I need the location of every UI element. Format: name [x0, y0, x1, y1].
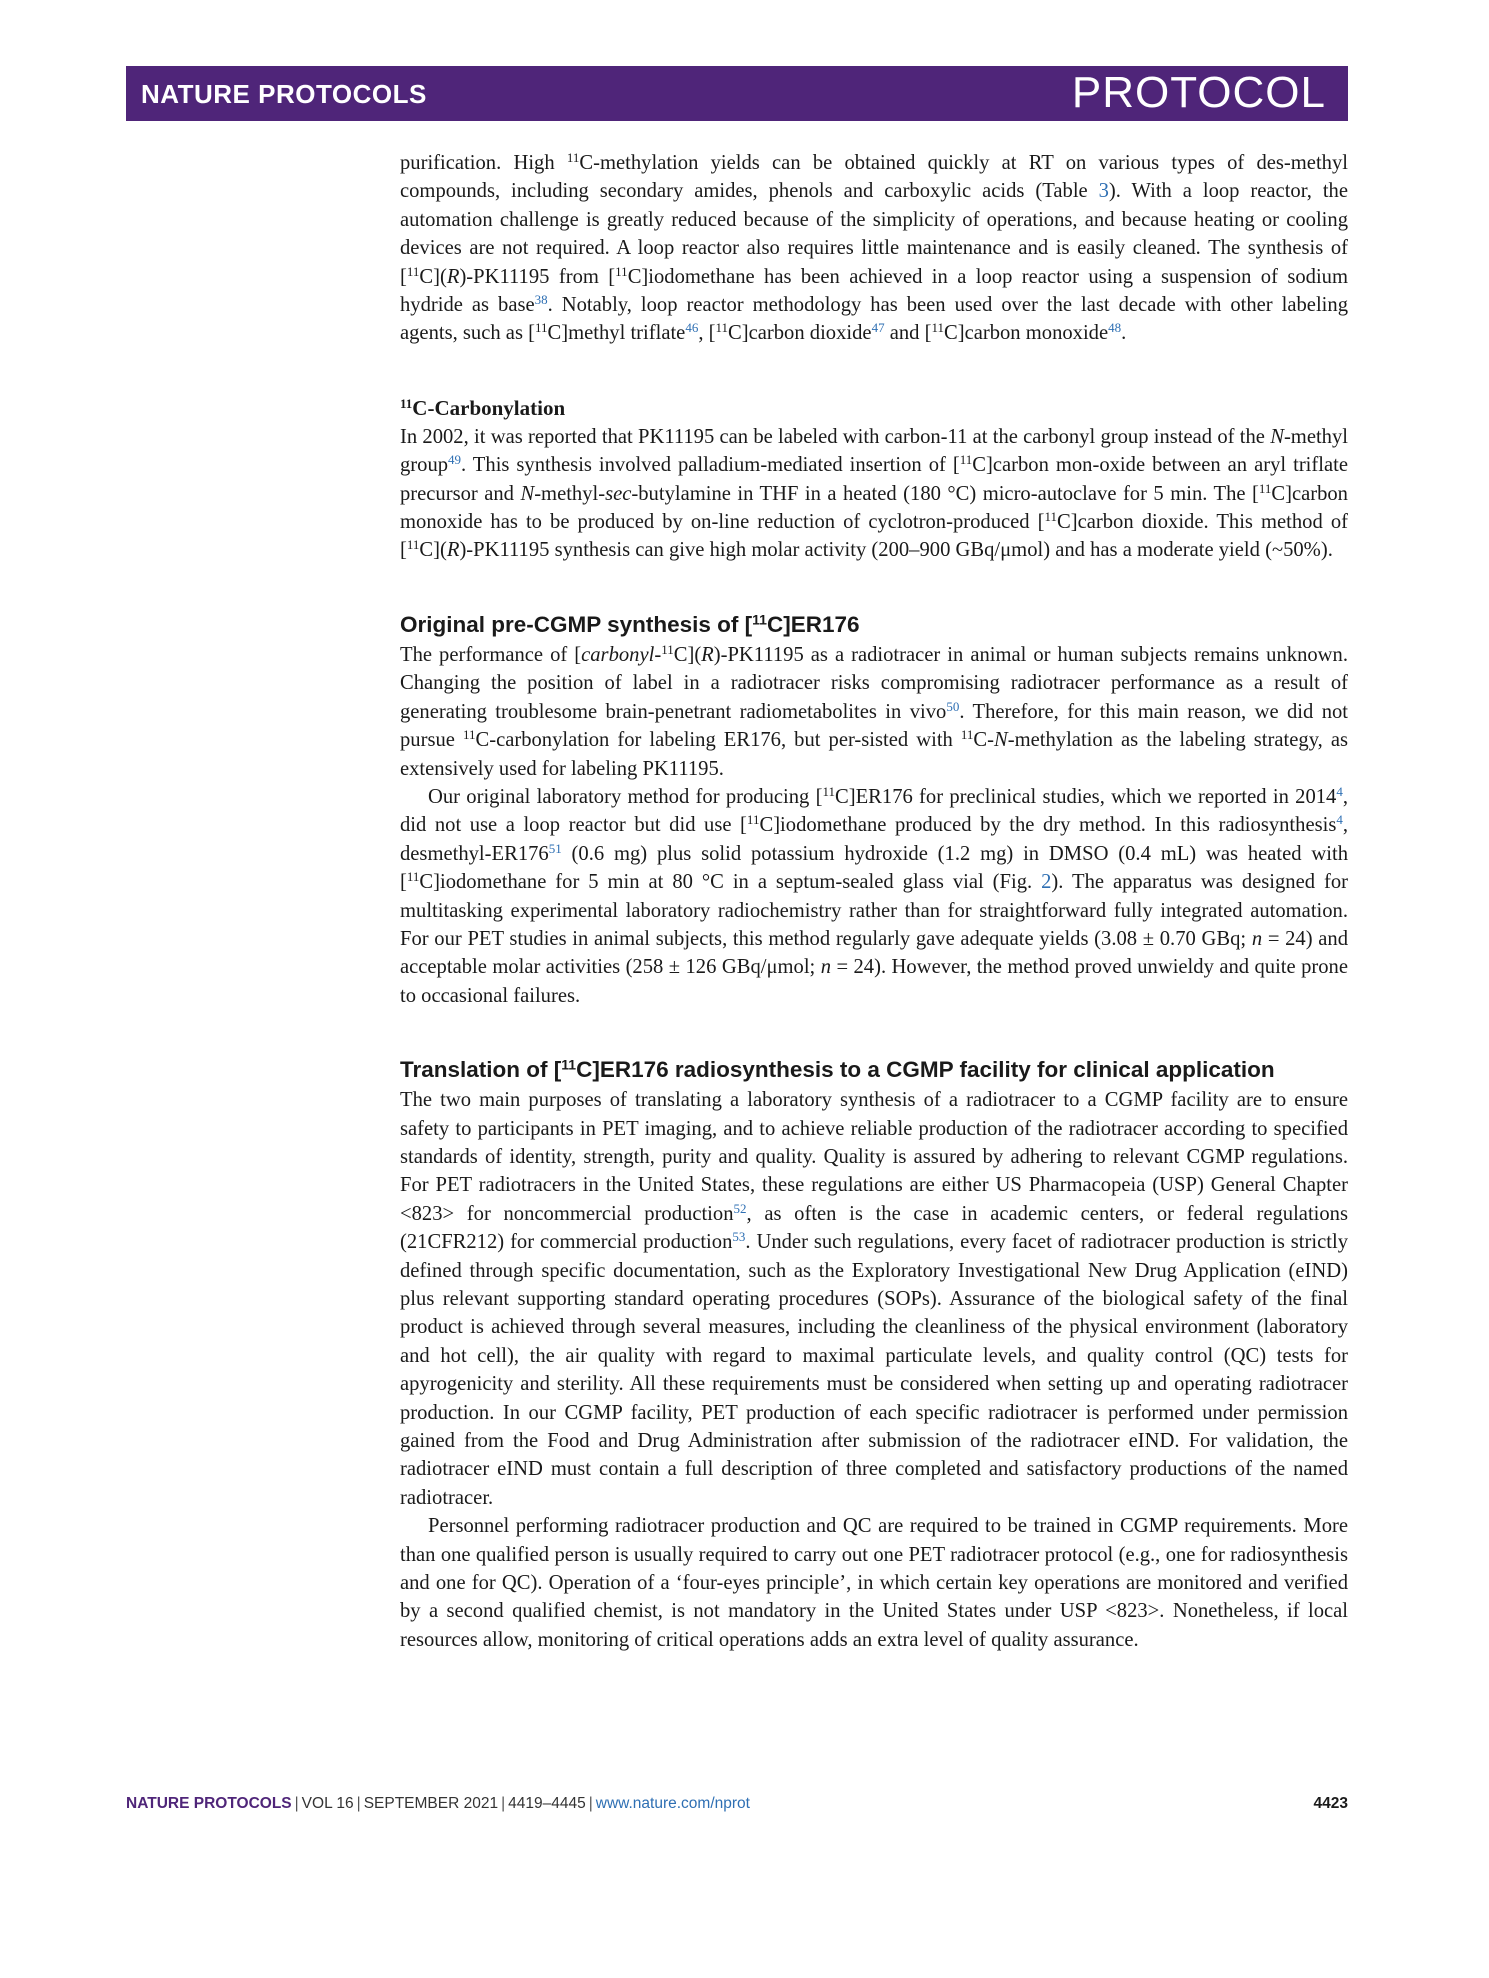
reference-link[interactable]: 48 — [1108, 320, 1122, 336]
paragraph-translation: The two main purposes of translating a laboratory synthesis of a radiotracer to a CGMP facility are to ensure safety to participants in PET imaging, and to achieve reliable production of the radiotracer according to specified standards of identity, strength, purity and quality. Quality is assured by adhering to relevant CGMP regulations. For PET radiotracers in the United States, these regulations are either US Pharmacopeia (USP) General Chapter <823> for noncommercial production$^{52}$, as often is the case in academic centers, or federal regulations (21CFR212) for commercial production$^{53}$. Under such regulations, every facet of radiotracer production is strictly defined through specific documentation, such as the Exploratory Investigational New Drug Application (eIND) plus relevant supporting standard operating procedures (SOPs). Assurance of the biological safety of the final product is achieved through several measures, including the cleanliness of the physical environment (laboratory and hot cell), the air quality with regard to maximal particulate levels, and quality control (QC) tests for apyrogenicity and sterility. All these requirements must be considered when setting up and operating radiotracer production. In our CGMP facility, PET production of each specific radiotracer is performed under permission gained from the Food and Drug Administration after submission of the radiotracer eIND. For validation, the radiotracer eIND must contain a full description of three completed and satisfactory productions of the named radiotracer. — [400, 1089, 1348, 1509]
reference-link[interactable]: 50 — [946, 698, 960, 714]
paragraph-carbonylation: In 2002, it was reported that PK11195 can be labeled with carbon-11 at the carbonyl group instead of the N-methyl group$^{49}$. This synthesis involved palladium-mediated insertion of [$^{11}$C]carbon mon-oxide between an aryl triflate precursor and N-methyl-sec-butylamine in THF in a heated (180 °C) micro-autoclave for 5 min. The [$^{11}$C]carbon monoxide has to be produced by on-line reduction of cyclotron-produced [$^{11}$C]carbon dioxide. This method of [$^{11}$C](R)-PK11195 synthesis can give high molar activity (200–900 GBq/μmol) and has a moderate yield (~50%). — [400, 425, 1348, 562]
paragraph-personnel: Personnel performing radiotracer production and QC are required to be trained in CGMP requirements. More than one qualified person is usually required to carry out one PET radiotracer protocol (e.g., one for radiosynthesis and one for QC). Operation of a ‘four-eyes principle’, in which certain key operations are monitored and verified by a second qualified chemist, is not mandatory in the United States under USP <823>. Nonetheless, if local resources allow, monitoring of critical operations adds an extra level of quality assurance. — [400, 1515, 1348, 1651]
heading-carbonylation: $^{11}$C-Carbonylation — [400, 395, 566, 420]
figure-2-link[interactable]: 2 — [1041, 871, 1052, 894]
reference-link[interactable]: 4 — [1336, 783, 1343, 799]
reference-link[interactable]: 49 — [448, 452, 462, 468]
reference-link[interactable]: 38 — [534, 291, 548, 307]
heading-original-synthesis: Original pre-CGMP synthesis of [$^{11}$C]ER176 — [400, 611, 860, 637]
journal-header — [126, 66, 1348, 121]
paragraph-original-method: Our original laboratory method for producing [$^{11}$C]ER176 for preclinical studies, which we reported in 2014$^4$, did not use a loop reactor but did use [$^{11}$C]iodomethane produced by the dry method. In this radiosynthesis$^4$, desmethyl-ER176$^{51}$ (0.6 mg) plus solid potassium hydroxide (1.2 mg) in DMSO (0.4 mL) was heated with [$^{11}$C]iodomethane for 5 min at 80 °C in a septum-sealed glass vial (Fig. 2). The apparatus was designed for multitasking experimental laboratory radiochemistry rather than for straightforward fully integrated automation. For our PET studies in animal subjects, this method regularly gave adequate yields (3.08 ± 0.70 GBq; n = 24) and acceptable molar activities (258 ± 126 GBq/μmol; n = 24). However, the method proved unwieldy and quite prone to occasional failures. — [400, 783, 1349, 1007]
table-3-link[interactable]: 3 — [1098, 180, 1109, 203]
footer-url-link[interactable]: www.nature.com/nprot — [595, 1795, 750, 1812]
reference-link[interactable]: 53 — [732, 1229, 746, 1245]
reference-link[interactable]: 46 — [685, 320, 699, 336]
reference-link[interactable]: 47 — [871, 320, 885, 336]
footer-journal: NATURE PROTOCOLS — [126, 1795, 292, 1812]
page-number: 4423 — [1313, 1795, 1348, 1812]
page-footer — [126, 1795, 1348, 1819]
reference-link[interactable]: 51 — [548, 840, 562, 856]
article-body — [400, 149, 1348, 1654]
footer-volume: VOL 16 — [301, 1795, 354, 1812]
reference-link[interactable]: 52 — [733, 1200, 747, 1216]
article-type: PROTOCOL — [1071, 68, 1326, 117]
paragraph-loop-reactor: purification. High $^{11}$C-methylation yields can be obtained quickly at RT on various types of des-methyl compounds, including secondary amides, phenols and carboxylic acids (Table 3). With a loop reactor, the automation challenge is greatly reduced because of the simplicity of operations, and because heating or cooling devices are not required. A loop reactor also requires little maintenance and is easily cleaned. The synthesis of [$^{11}$C](R)-PK11195 from [$^{11}$C]iodomethane has been achieved in a loop reactor using a suspension of sodium hydride as base$^{38}$. Notably, loop reactor methodology has been used over the last decade with other labeling agents, such as [$^{11}$C]methyl triflate$^{46}$, [$^{11}$C]carbon dioxide$^{47}$ and [$^{11}$C]carbon monoxide$^{48}$. — [400, 149, 1348, 345]
paragraph-performance: The performance of [carbonyl-$^{11}$C](R)-PK11195 as a radiotracer in animal or human subjects remains unknown. Changing the position of label in a radiotracer risks compromising radiotracer performance as a result of generating troublesome brain-penetrant radiometabolites in vivo$^{50}$. Therefore, for this main reason, we did not pursue $^{11}$C-carbonylation for labeling ER176, but per-sisted with $^{11}$C-N-methylation as the labeling strategy, as extensively used for labeling PK11195. — [400, 641, 1349, 780]
footer-pages: 4419–4445 — [508, 1795, 586, 1812]
reference-link[interactable]: 4 — [1336, 812, 1343, 828]
heading-translation: Translation of [$^{11}$C]ER176 radiosynthesis to a CGMP facility for clinical application — [400, 1056, 1275, 1083]
footer-citation: NATURE PROTOCOLS | VOL 16 | SEPTEMBER 2021 | 4419–4445 | www.nature.com/nprot — [126, 1795, 750, 1812]
footer-date: SEPTEMBER 2021 — [363, 1795, 499, 1812]
journal-name: NATURE PROTOCOLS — [141, 79, 427, 109]
